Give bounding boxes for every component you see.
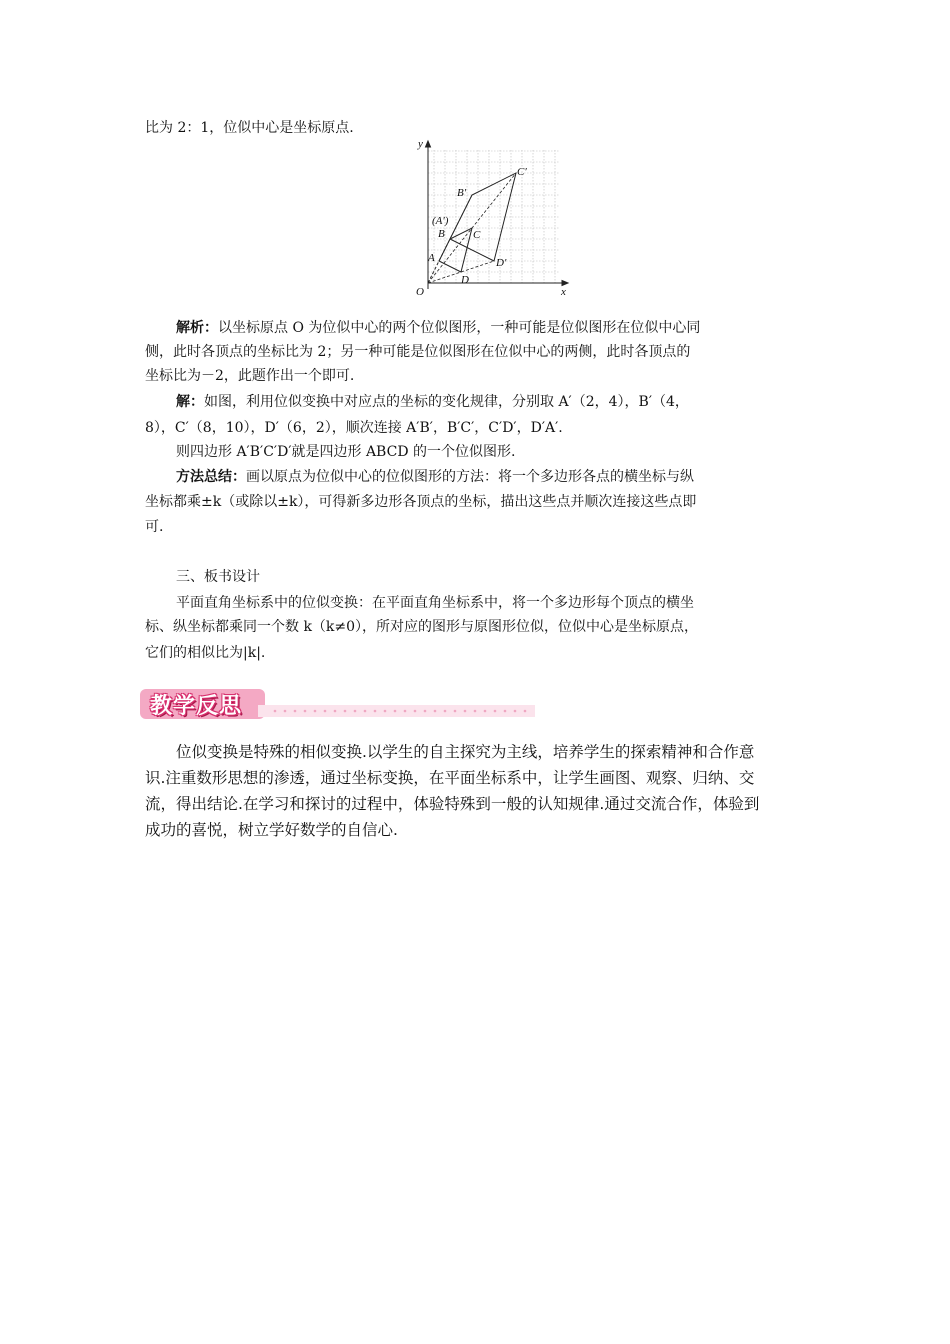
- method-line-1: 方法总结：画以原点为位似中心的位似图形的方法：将一个多边形各点的横坐标与纵: [176, 469, 694, 485]
- board-line-3: 它们的相似比为|k|.: [145, 645, 266, 661]
- label-o: O: [416, 286, 424, 298]
- board-heading: 三、板书设计: [176, 569, 260, 585]
- label-y: y: [418, 138, 423, 150]
- reflection-line-2: 识.注重数形思想的渗透，通过坐标变换，在平面坐标系中，让学生画图、观察、归纳、交: [145, 769, 755, 787]
- label-x: x: [561, 286, 566, 298]
- solution-line-1: 解：如图，利用位似变换中对应点的坐标的变化规律，分别取 A′（2，4），B′（4，: [176, 394, 689, 410]
- reflection-banner: [140, 685, 540, 723]
- reflection-line-4: 成功的喜悦，树立学好数学的自信心.: [145, 821, 398, 839]
- board-line-2: 标、纵坐标都乘同一个数 k（k≠0），所对应的图形与原图形位似，位似中心是坐标原点，: [145, 619, 699, 635]
- analysis-line-1: 解析：以坐标原点 O 为位似中心的两个位似图形，一种可能是位似图形在位似中心同: [176, 320, 701, 336]
- label-c: C: [473, 229, 481, 241]
- reflection-line-3: 流，得出结论.在学习和探讨的过程中，体验特殊到一般的认知规律.通过交流合作，体验到: [145, 795, 760, 813]
- method-line-3: 可.: [145, 519, 164, 535]
- label-b: B: [438, 228, 445, 240]
- board-line-1: 平面直角坐标系中的位似变换：在平面直角坐标系中，将一个多边形每个顶点的横坐: [176, 595, 694, 611]
- label-c1: C′: [517, 166, 527, 178]
- solution-line-3: 则四边形 A′B′C′D′就是四边形 ABCD 的一个位似图形.: [176, 444, 516, 460]
- label-a: A: [428, 252, 435, 264]
- label-b1: B′: [457, 187, 467, 199]
- solution-line-2: 8），C′（8，10），D′（6，2），顺次连接 A′B′，B′C′，C′D′，D′A′.: [145, 420, 563, 436]
- intro-line: 比为 2：1，位似中心是坐标原点.: [145, 120, 354, 136]
- analysis-line-2: 侧，此时各顶点的坐标比为 2；另一种可能是位似图形在位似中心的两侧，此时各顶点的: [145, 344, 691, 360]
- label-d1: D′: [496, 257, 507, 269]
- reflection-title: 教学反思: [150, 694, 243, 719]
- label-d: D: [461, 274, 469, 286]
- label-a1: (A′): [432, 215, 449, 227]
- coordinate-figure: [410, 135, 580, 300]
- reflection-line-1: 位似变换是特殊的相似变换.以学生的自主探究为主线，培养学生的探索精神和合作意: [176, 743, 755, 761]
- analysis-line-3: 坐标比为－2，此题作出一个即可.: [145, 368, 355, 384]
- method-line-2: 坐标都乘±k（或除以±k），可得新多边形各顶点的坐标，描出这些点并顺次连接这些点即: [145, 494, 697, 510]
